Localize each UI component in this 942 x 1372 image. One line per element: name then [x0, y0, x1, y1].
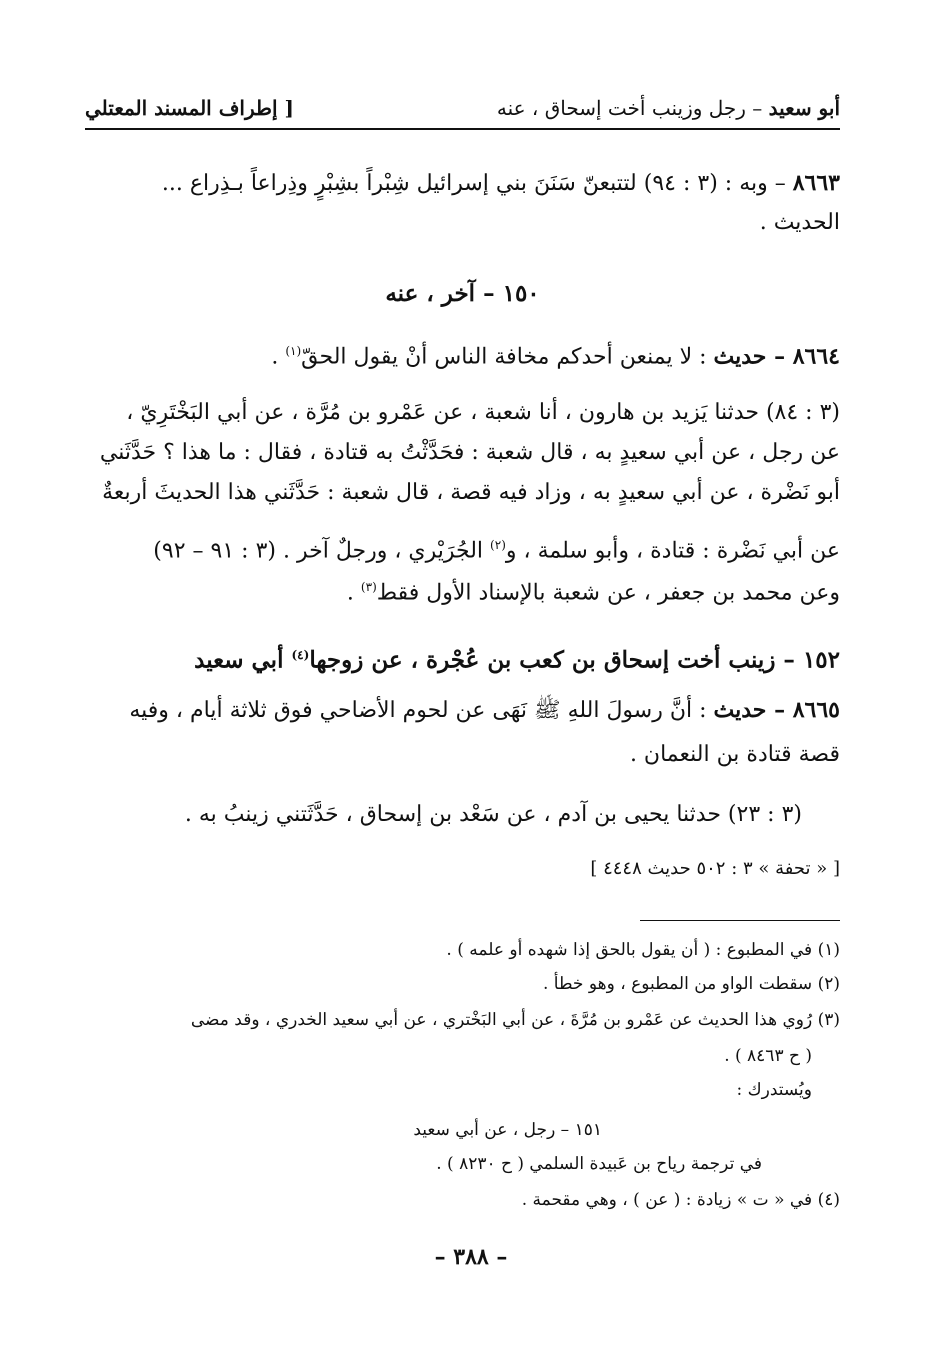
hadith-number: ٨٦٦٣ — [792, 170, 840, 196]
isnad-text: عن أبي نَضْرة : قتادة ، وأبو سلمة ، و — [505, 538, 840, 564]
footnote-ref-4: (٤) — [291, 648, 310, 662]
footnote-2: (٢) سقطت الواو من المطبوع ، وهو خطأ . — [542, 974, 840, 994]
header-chapter-name: أبو سعيد — [768, 96, 840, 120]
hadith-text: – وبه : (٣ : ٩٤) لتتبعنّ سَنَنَ بني إسرائيل شِبْراً بشِبْرٍ وذِراعاً بـذِراع ... — [161, 171, 793, 196]
heading-text: ١٥٢ – زينب أخت إسحاق بن كعب بن عُجْرة ، عن زوجها — [309, 646, 840, 674]
section-heading-150: ١٥٠ – آخر ، عنه — [385, 280, 540, 307]
hadith-text: : لا يمنعن أحدكم مخافة الناس أنْ يقول الحقّ — [301, 344, 714, 370]
footnote-ref-1: (١) — [285, 344, 302, 358]
footnote-1: (١) في المطبوع : ( أن يقول بالحق إذا شهده أو علمه ) . — [446, 940, 840, 960]
running-header — [85, 92, 840, 130]
header-chapter-subtitle: – رجل وزينب أخت إسحاق ، عنه — [496, 96, 769, 120]
hadith-number: ٨٦٦٥ — [792, 697, 840, 723]
hadith-8665-line-1 — [129, 695, 840, 726]
hadith-label: – حديث — [713, 697, 793, 723]
isnad-text: . — [346, 580, 361, 606]
hadith-end: . — [271, 344, 286, 370]
hadith-8664-line — [271, 336, 840, 372]
footnote-4: (٤) في « ت » زيادة : ( عن ) ، وهي مقحمة . — [521, 1190, 840, 1210]
section-heading-152 — [194, 640, 840, 676]
footnote-3-line-5: في ترجمة رياح بن عَبيدة السلمي ( ح ٨٢٣٠ ) . — [436, 1154, 762, 1174]
footnote-3-line-1: (٣) رُوي هذا الحديث عن عَمْرو بن مُرَّةَ ، عن أبي البَخْتري ، عن أبي سعيد الخدري ، وقد مضى — [190, 1010, 840, 1030]
isnad-line-3: أبو نَضْرة ، عن أبي سعيدٍ به ، وزاد فيه قصة ، قال شعبة : حَدَّثَني هذا الحديثَ أربعةٌ — [102, 480, 840, 505]
isnad-line-1: (٣ : ٨٤) حدثنا يَزيد بن هارون ، أنا شعبة ، عن عَمْرو بن مُرَّة ، عن أبي البَخْتَرِيّ ، — [126, 400, 840, 425]
hadith-8665-line-2: قصة قتادة بن النعمان . — [629, 742, 840, 767]
footnote-divider — [640, 920, 840, 921]
page-number: – ٣٨٨ – — [434, 1244, 508, 1270]
header-chapter-title — [497, 96, 840, 120]
hadith-text: : أنَّ رسولَ اللهِ ﷺ نَهَى عن لحوم الأضاحي فوق ثلاثة أيام ، وفيه — [129, 698, 714, 723]
heading-text: أبي سعيد — [194, 646, 292, 674]
isnad-text: الجُرَيْري ، ورجلٌ آخر . (٣ : ٩١ – ٩٢) — [153, 538, 491, 564]
hadith-8663-line-2: الحديث . — [759, 210, 840, 235]
isnad-line-5 — [347, 572, 840, 608]
isnad-text: وعن محمد بن جعفر ، عن شعبة بالإسناد الأول فقط — [376, 580, 840, 606]
isnad-8665: (٣ : ٢٣) حدثنا يحيى بن آدم ، عن سَعْد بن إسحاق ، حَدَّثَتني زينبُ به . — [184, 802, 802, 827]
isnad-line-2: عن رجل ، عن أبي سعيدٍ به ، قال شعبة : فحَدَّثْتُ به قتادة ، فقال : ما هذا ؟ حَدَّثَني — [99, 440, 840, 465]
isnad-line-4 — [153, 530, 840, 566]
hadith-8663-line-1 — [162, 168, 840, 199]
footnote-ref-3: (٣) — [360, 580, 377, 594]
header-book-title: [ إطراف المسند المعتلي — [85, 96, 294, 120]
footnote-3-line-3: ويُستدرك : — [736, 1080, 812, 1100]
hadith-number: ٨٦٦٤ — [792, 343, 840, 370]
footnote-3-line-4: ١٥١ – رجل ، عن أبي سعيد — [413, 1120, 602, 1140]
footnote-3-line-2: ( ح ٨٤٦٣ ) . — [724, 1046, 812, 1066]
hadith-label: – حديث — [713, 343, 793, 370]
tuhfa-reference: [ « تحفة » ٣ : ٥٠٢ حديث ٤٤٤٨ ] — [590, 858, 840, 879]
footnote-ref-2: (٢) — [490, 538, 506, 552]
